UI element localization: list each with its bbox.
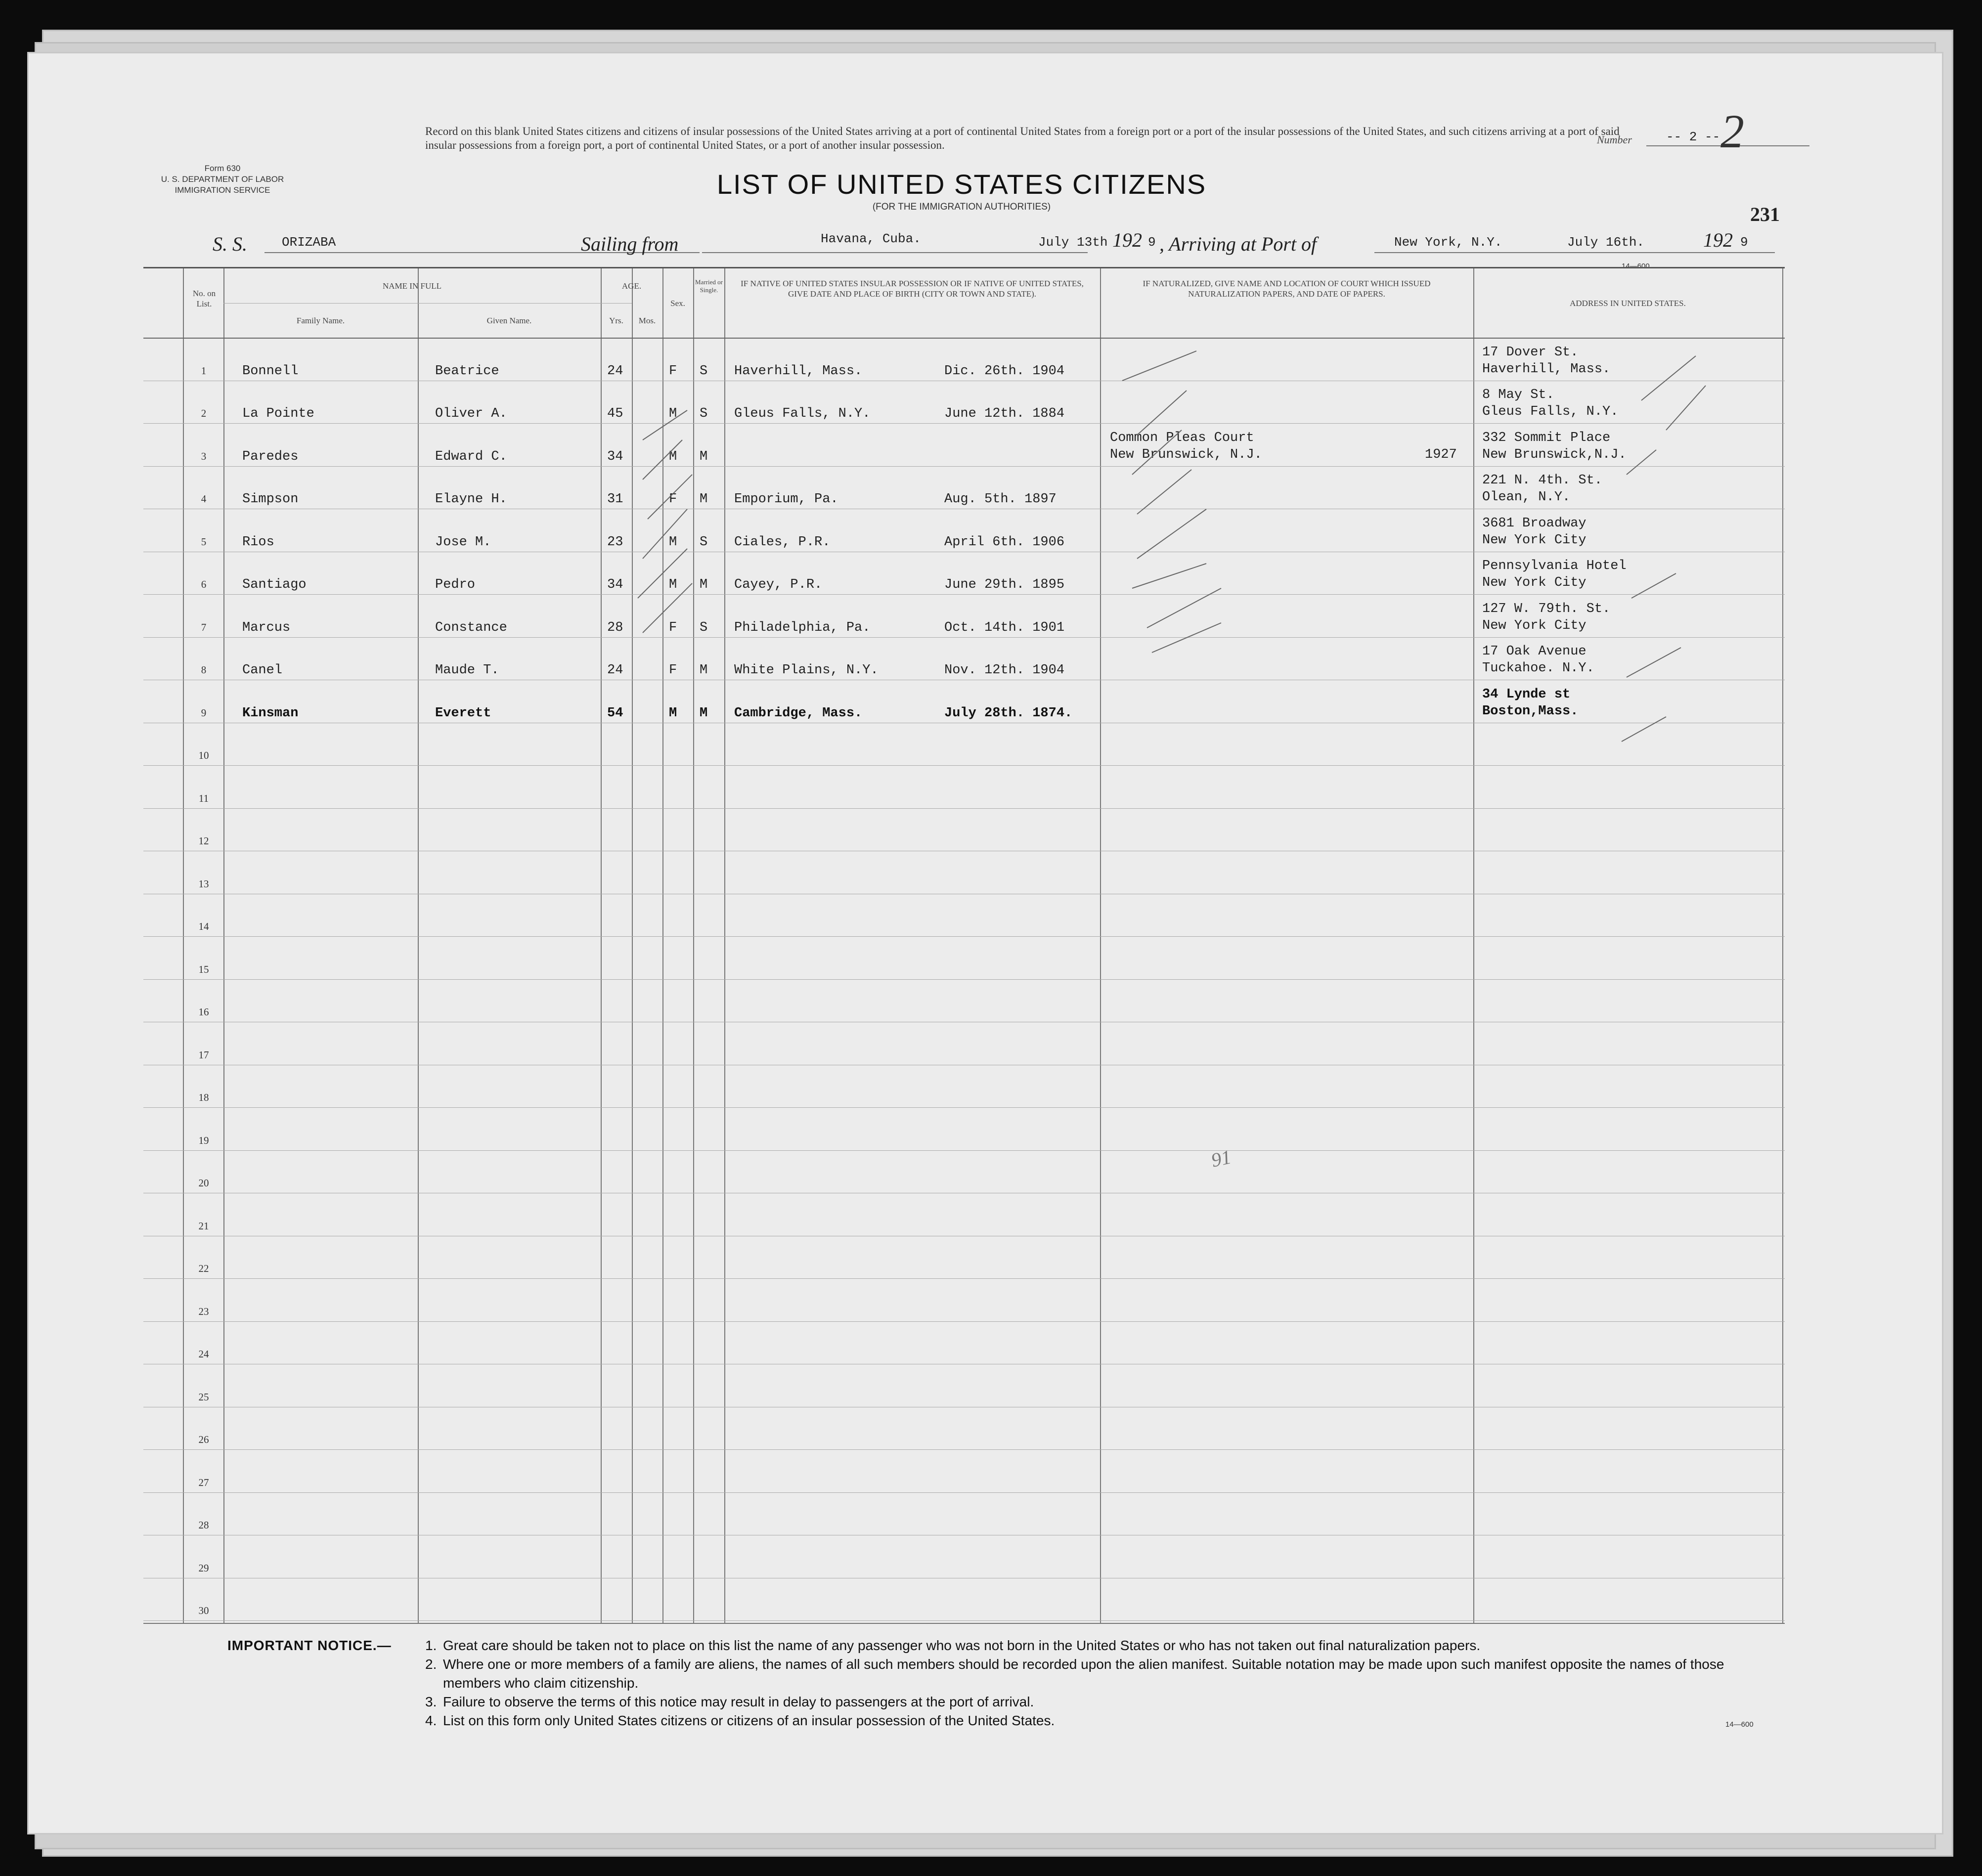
age-years-cell: 45 (607, 406, 623, 421)
age-years-cell: 24 (607, 363, 623, 379)
birth-place-cell: Cambridge, Mass. (734, 705, 863, 721)
row-number: 9 (201, 706, 207, 719)
sailing-date: July 13th (1038, 235, 1108, 250)
arriving-port: New York, N.Y. (1394, 235, 1502, 250)
given-name-cell: Oliver A. (435, 406, 507, 421)
notice-heading: IMPORTANT NOTICE.— (227, 1638, 392, 1653)
family-name-cell: La Pointe (242, 406, 314, 421)
family-name-cell: Rios (242, 534, 274, 550)
row-line (143, 594, 1785, 595)
header-name-in-full: NAME IN FULL (383, 281, 441, 291)
service-name: IMMIGRATION SERVICE (175, 185, 270, 195)
notice-item (425, 1711, 1785, 1730)
arriving-year-fill: 9 (1740, 235, 1748, 250)
address-line-1: 127 W. 79th. St. (1482, 601, 1611, 616)
age-years-cell: 34 (607, 449, 623, 464)
address-line-2: New York City (1482, 575, 1586, 590)
address-line-2: Gleus Falls, N.Y. (1482, 404, 1619, 419)
record-instructions: Record on this blank United States citizens and citizens of insular possessions of the United States arriving at a port of continental United States from a foreign port or a port of the insular possessions of the United States, and such citizens arriving at a port of said insular possessions from a foreign port, a port of continental United States, or a port of another insular possession. (425, 125, 1620, 151)
sex-cell: M (669, 534, 677, 550)
address-line-2: New York City (1482, 618, 1586, 633)
header-yrs: Yrs. (609, 316, 623, 325)
birth-date-cell: April 6th. 1906 (944, 534, 1065, 550)
header-given-name: Given Name. (486, 316, 532, 325)
sheet-code-top: 14—600 (1622, 262, 1650, 270)
row-number: 10 (198, 749, 209, 761)
arriving-date: July 16th. (1567, 235, 1645, 250)
row-number: 23 (198, 1305, 209, 1317)
marital-status-cell: M (700, 663, 708, 678)
family-name-cell: Kinsman (242, 705, 299, 721)
marital-status-cell: M (700, 705, 708, 721)
age-years-cell: 54 (607, 705, 623, 721)
row-number: 27 (198, 1476, 209, 1488)
row-number: 15 (198, 963, 209, 975)
col-divider (693, 268, 694, 1623)
birth-place-cell: Gleus Falls, N.Y. (734, 406, 871, 421)
sex-cell: M (669, 449, 677, 464)
header-address: ADDRESS IN UNITED STATES. (1570, 299, 1686, 308)
notice-item-number: 4. (425, 1713, 437, 1728)
header-mos: Mos. (638, 316, 656, 325)
sheet-code-bottom: 14—600 (1725, 1720, 1754, 1729)
notice-item (425, 1636, 1785, 1655)
sailing-year-print: 192 (1112, 229, 1142, 251)
row-line (143, 1321, 1785, 1322)
number-label: Number (1597, 133, 1632, 146)
row-line (143, 1278, 1785, 1279)
row-line (143, 423, 1785, 424)
row-number: 30 (198, 1605, 209, 1616)
header-subdivider (223, 303, 632, 304)
court-name-cell: Common Pleas Court (1110, 430, 1254, 445)
address-line-1: Pennsylvania Hotel (1482, 559, 1627, 573)
ss-label: S. S. (213, 233, 247, 255)
row-number: 26 (198, 1434, 209, 1445)
address-line-1: 17 Oak Avenue (1482, 644, 1586, 659)
birth-place-cell: Ciales, P.R. (734, 534, 831, 550)
row-number: 22 (198, 1263, 209, 1274)
row-number: 14 (198, 920, 209, 932)
sailing-year-fill: 9 (1148, 235, 1156, 250)
given-name-cell: Maude T. (435, 663, 499, 678)
given-name-cell: Beatrice (435, 363, 499, 379)
notice-item-number: 3. (425, 1694, 437, 1709)
citizens-list-form (133, 84, 1790, 1765)
arriving-underline (1374, 252, 1775, 253)
row-number: 20 (198, 1177, 209, 1189)
notice-item-text: Where one or more members of a family are aliens, the names of all such members should be recorded upon the alien manifest. Suitable notation may be made upon such manifest opposite the names of those members who claim citizenship. (443, 1657, 1724, 1691)
age-years-cell: 23 (607, 534, 623, 550)
header-no-on-list: No. on List. (192, 289, 216, 308)
notice-item (425, 1655, 1785, 1693)
row-line (143, 1449, 1785, 1450)
address-line-2: New Brunswick,N.J. (1482, 447, 1627, 462)
birth-date-cell: June 12th. 1884 (944, 406, 1065, 421)
header-family-name: Family Name. (296, 316, 345, 325)
row-number: 16 (198, 1006, 209, 1018)
row-number: 24 (198, 1348, 209, 1360)
department-name: U. S. DEPARTMENT OF LABOR (161, 175, 284, 184)
birth-date-cell: Aug. 5th. 1897 (944, 492, 1057, 507)
row-number: 7 (201, 621, 207, 633)
page-title: LIST OF UNITED STATES CITIZENS (716, 169, 1207, 200)
age-years-cell: 31 (607, 492, 623, 507)
birth-place-cell: Cayey, P.R. (734, 577, 823, 592)
sex-cell: F (669, 363, 677, 379)
col-divider (662, 268, 663, 1623)
age-years-cell: 34 (607, 577, 623, 592)
notice-items (425, 1636, 1785, 1730)
family-name-cell: Marcus (242, 620, 291, 635)
birth-date-cell: June 29th. 1895 (944, 577, 1065, 592)
row-line (143, 1492, 1785, 1493)
col-divider (418, 268, 419, 1623)
row-line (143, 1620, 1785, 1621)
birth-date-cell: Nov. 12th. 1904 (944, 663, 1065, 678)
row-number: 6 (201, 578, 207, 590)
address-line-2: Olean, N.Y. (1482, 490, 1571, 505)
address-line-2: Tuckahoe. N.Y. (1482, 661, 1594, 676)
address-line-1: 34 Lynde st (1482, 687, 1571, 702)
address-line-1: 332 Sommit Place (1482, 430, 1611, 445)
birth-place-cell: White Plains, N.Y. (734, 663, 879, 678)
court-location-cell: New Brunswick, N.J. (1110, 447, 1262, 462)
row-number: 1 (201, 364, 207, 377)
row-line (143, 1107, 1785, 1108)
marital-status-cell: M (700, 449, 708, 464)
row-number: 5 (201, 535, 207, 548)
birth-place-cell: Emporium, Pa. (734, 492, 838, 507)
row-number: 17 (198, 1048, 209, 1061)
sailing-label: Sailing from (581, 233, 679, 255)
given-name-cell: Jose M. (435, 534, 491, 550)
col-divider (632, 268, 633, 1623)
sailing-from: Havana, Cuba. (821, 231, 921, 246)
col-divider (223, 268, 224, 1623)
number-value: -- 2 -- (1666, 130, 1720, 144)
marital-status-cell: S (700, 620, 708, 635)
row-number: 25 (198, 1391, 209, 1403)
col-divider (183, 268, 184, 1623)
passenger-table (143, 267, 1785, 1624)
page-subtitle: (FOR THE IMMIGRATION AUTHORITIES) (872, 202, 1051, 212)
address-line-2: Boston,Mass. (1482, 703, 1579, 719)
address-line-1: 3681 Broadway (1482, 516, 1586, 531)
col-divider (1100, 268, 1101, 1623)
arriving-year-print: 192 (1703, 229, 1733, 251)
header-birth: IF NATIVE OF UNITED STATES INSULAR POSSESSION OR IF NATIVE OF UNITED STATES, GIVE DATE AND PLACE OF BIRTH (CITY OR TOWN AND STATE). (741, 279, 1084, 299)
marital-status-cell: S (700, 534, 708, 550)
header-sex: Sex. (670, 299, 685, 308)
ship-name: ORIZABA (282, 235, 336, 250)
age-years-cell: 28 (607, 620, 623, 635)
row-number: 8 (201, 664, 207, 676)
given-name-cell: Edward C. (435, 449, 507, 464)
address-line-1: 17 Dover St. (1482, 345, 1579, 360)
row-line (143, 466, 1785, 467)
sex-cell: M (669, 705, 677, 721)
row-line (143, 765, 1785, 766)
ink-mark: 91 (1209, 1145, 1233, 1172)
page-stamp-number: 231 (1750, 203, 1780, 225)
header-bottom-line (143, 338, 1785, 339)
given-name-cell: Elayne H. (435, 492, 507, 507)
row-number: 4 (201, 493, 207, 505)
birth-date-cell: July 28th. 1874. (944, 705, 1073, 721)
sex-cell: F (669, 663, 677, 678)
header-age: AGE. (621, 281, 642, 291)
arriving-label: , Arriving at Port of (1159, 233, 1317, 255)
row-line (143, 637, 1785, 638)
row-line (143, 979, 1785, 980)
notice-item-text: Failure to observe the terms of this notice may result in delay to passengers at the port of arrival. (443, 1694, 1034, 1709)
marital-status-cell: S (700, 363, 708, 379)
family-name-cell: Simpson (242, 492, 299, 507)
header-married-single: Married or Single. (695, 278, 723, 294)
row-number: 2 (201, 407, 207, 419)
row-number: 3 (201, 450, 207, 462)
col-divider (1782, 268, 1783, 1623)
given-name-cell: Everett (435, 705, 491, 721)
marital-status-cell: M (700, 492, 708, 507)
family-name-cell: Santiago (242, 577, 307, 592)
row-number: 29 (198, 1562, 209, 1574)
age-years-cell: 24 (607, 663, 623, 678)
header-naturalized: IF NATURALIZED, GIVE NAME AND LOCATION OF COURT WHICH ISSUED NATURALIZATION PAPERS, AND DATE OF PAPERS. (1143, 279, 1431, 299)
address-line-1: 8 May St. (1482, 388, 1554, 402)
row-number: 19 (198, 1134, 209, 1146)
row-number: 13 (198, 877, 209, 890)
col-divider (601, 268, 602, 1623)
row-line (143, 1150, 1785, 1151)
marital-status-cell: S (700, 406, 708, 421)
family-name-cell: Paredes (242, 449, 299, 464)
family-name-cell: Canel (242, 663, 283, 678)
sex-cell: F (669, 620, 677, 635)
birth-place-cell: Philadelphia, Pa. (734, 620, 871, 635)
notice-item-number: 1. (425, 1638, 437, 1653)
birth-place-cell: Haverhill, Mass. (734, 363, 863, 379)
row-number: 12 (198, 835, 209, 847)
marital-status-cell: M (700, 577, 708, 592)
given-name-cell: Pedro (435, 577, 476, 592)
row-number: 28 (198, 1519, 209, 1531)
sailing-underline (702, 252, 1088, 253)
sex-cell: M (669, 577, 677, 592)
notice-item-text: List on this form only United States citizens or citizens of an insular possession of the United States. (443, 1713, 1055, 1728)
address-line-2: Haverhill, Mass. (1482, 361, 1611, 377)
row-number: 11 (198, 792, 209, 804)
sex-cell: F (669, 492, 677, 507)
col-divider (1473, 268, 1474, 1623)
number-handwritten: 2 (1720, 105, 1744, 158)
notice-item-number: 2. (425, 1657, 437, 1672)
col-divider (724, 268, 725, 1623)
row-number: 18 (198, 1091, 209, 1103)
family-name-cell: Bonnell (242, 363, 299, 379)
address-line-1: 221 N. 4th. St. (1482, 473, 1603, 488)
row-number: 21 (198, 1220, 209, 1232)
birth-date-cell: Oct. 14th. 1901 (944, 620, 1065, 635)
notice-item-text: Great care should be taken not to place on this list the name of any passenger who was not born in the United States or who has not taken out final naturalization papers. (443, 1638, 1481, 1653)
form-number: Form 630 (204, 164, 241, 173)
sex-cell: M (669, 406, 677, 421)
row-line (143, 808, 1785, 809)
birth-date-cell: Dic. 26th. 1904 (944, 363, 1065, 379)
row-line (143, 936, 1785, 937)
given-name-cell: Constance (435, 620, 507, 635)
court-year-cell: 1927 (1425, 447, 1457, 462)
address-line-2: New York City (1482, 532, 1586, 548)
notice-item (425, 1693, 1785, 1711)
